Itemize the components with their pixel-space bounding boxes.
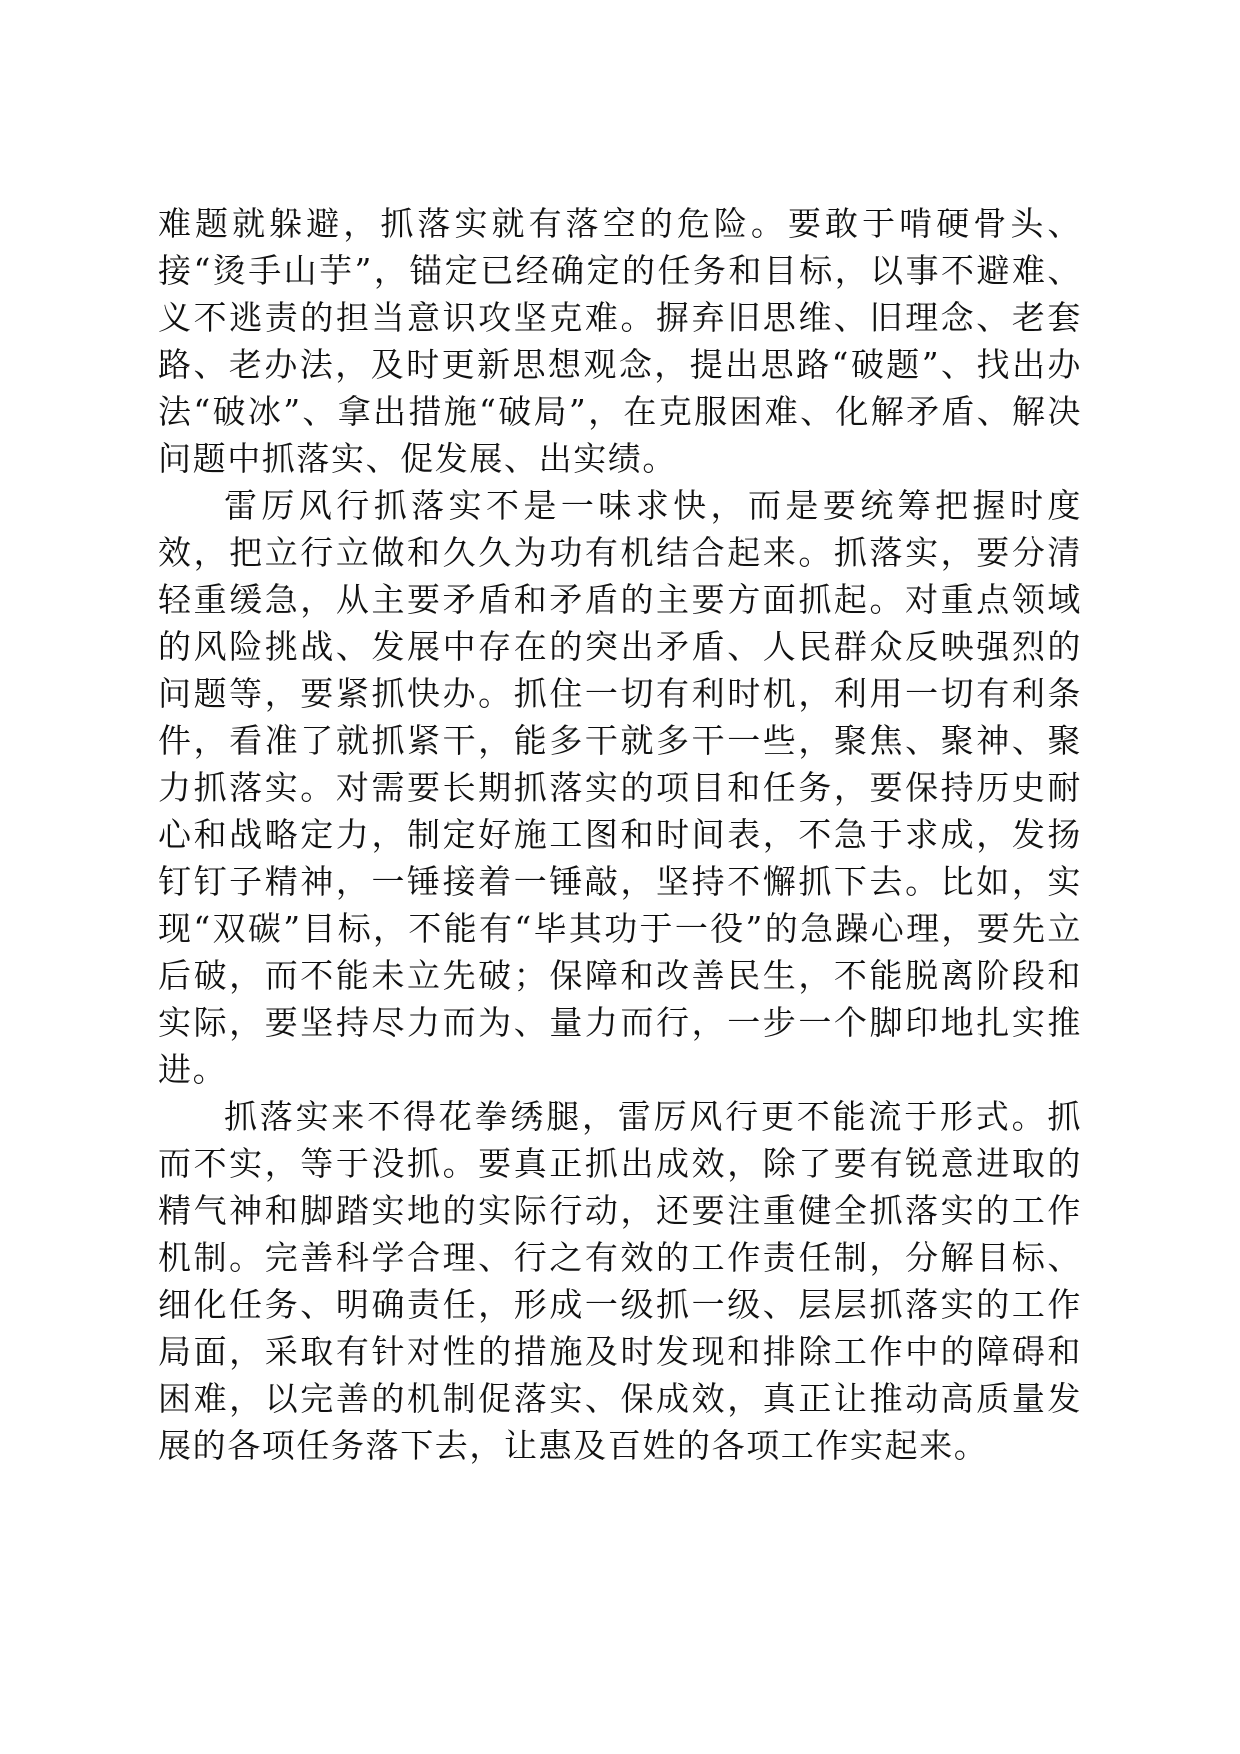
document-body	[158, 200, 1082, 1469]
paragraph-3: 抓落实来不得花拳绣腿，雷厉风行更不能流于形式。抓而不实，等于没抓。要真正抓出成效，除了要有锐意进取的精气神和脚踏实地的实际行动，还要注重健全抓落实的工作机制。完善科学合理、行之有效的工作责任制，分解目标、细化任务、明确责任，形成一级抓一级、层层抓落实的工作局面，采取有针对性的措施及时发现和排除工作中的障碍和困难，以完善的机制促落实、保成效，真正让推动高质量发展的各项任务落下去，让惠及百姓的各项工作实起来。	[158, 1097, 1082, 1465]
paragraph-1: 难题就躲避，抓落实就有落空的危险。要敢于啃硬骨头、接“烫手山芋”，锚定已经确定的任务和目标，以事不避难、义不逃责的担当意识攻坚克难。摒弃旧思维、旧理念、老套路、老办法，及时更新思想观念，提出思路“破题”、找出办法“破冰”、拿出措施“破局”，在克服困难、化解矛盾、解决问题中抓落实、促发展、出实绩。	[158, 204, 1082, 478]
paragraph-2: 雷厉风行抓落实不是一味求快，而是要统筹把握时度效，把立行立做和久久为功有机结合起来。抓落实，要分清轻重缓急，从主要矛盾和矛盾的主要方面抓起。对重点领域的风险挑战、发展中存在的突出矛盾、人民群众反映强烈的问题等，要紧抓快办。抓住一切有利时机，利用一切有利条件，看准了就抓紧干，能多干就多干一些，聚焦、聚神、聚力抓落实。对需要长期抓落实的项目和任务，要保持历史耐心和战略定力，制定好施工图和时间表，不急于求成，发扬钉钉子精神，一锤接着一锤敲，坚持不懈抓下去。比如，实现“双碳”目标，不能有“毕其功于一役”的急躁心理，要先立后破，而不能未立先破；保障和改善民生，不能脱离阶段和实际，要坚持尽力而为、量力而行，一步一个脚印地扎实推进。	[158, 486, 1082, 1089]
